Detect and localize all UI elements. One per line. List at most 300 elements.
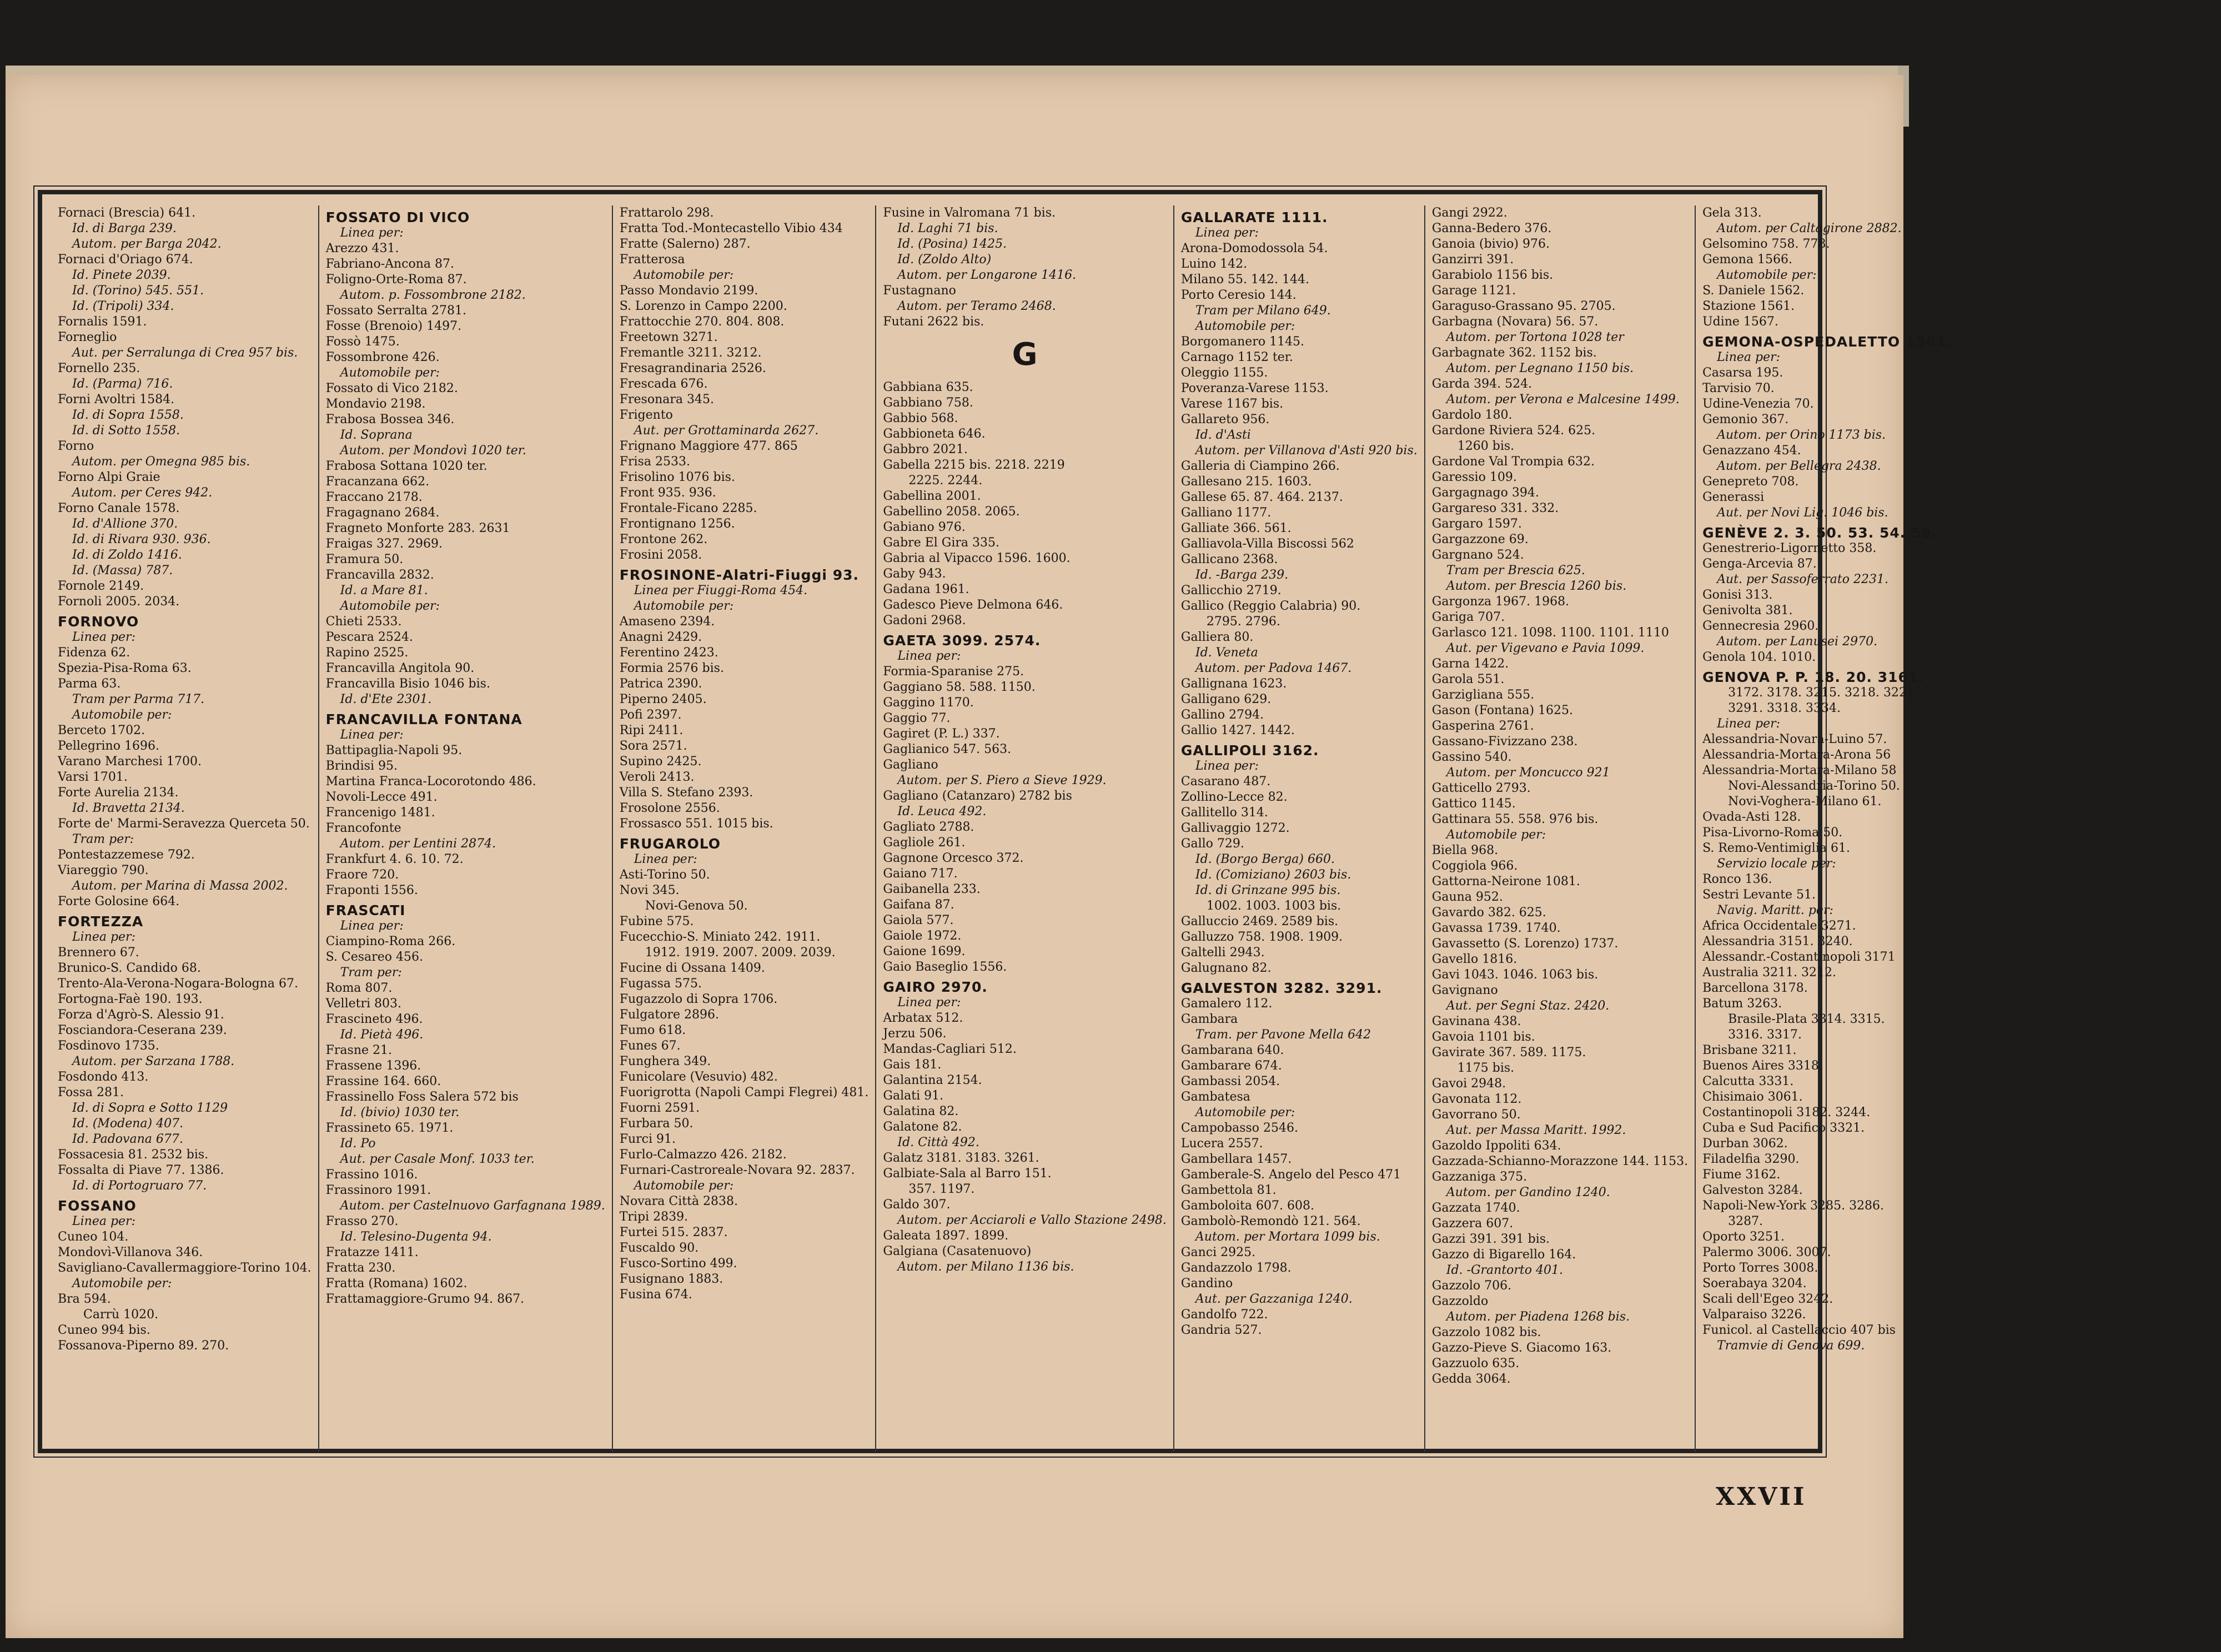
index-entry: 3291. 3318. 3334. — [1728, 701, 1841, 715]
index-entry: Id. Telesino-Dugenta 94. — [340, 1230, 492, 1244]
index-entry: S. Cesareo 456. — [325, 950, 423, 964]
index-entry: Fosdinovo 1735. — [58, 1039, 159, 1053]
index-entry: Ciampino-Roma 266. — [325, 935, 456, 948]
index-entry: Autom. per Lentini 2874. — [340, 837, 496, 851]
index-entry: Frignano Maggiore 477. 865 — [619, 439, 798, 453]
index-entry: Autom. per Castelnuovo Garfagnana 1989. — [340, 1199, 605, 1213]
index-entry: Id. d'Ete 2301. — [340, 692, 432, 706]
index-entry: Gambettola 81. — [1180, 1183, 1277, 1197]
index-entry: Savigliano-Cavallermaggiore-Torino 104. — [58, 1261, 311, 1275]
index-entry: Francofonte — [325, 821, 401, 835]
index-entry: Front 935. 936. — [619, 486, 716, 500]
index-entry: Tram per Parma 717. — [72, 692, 205, 706]
index-entry: Novara Città 2838. — [619, 1194, 738, 1208]
index-entry: Fidenza 62. — [58, 646, 130, 660]
index-entry: Gamberale-S. Angelo del Pesco 471 — [1180, 1168, 1401, 1182]
index-entry: Id. (Comiziano) 2603 bis. — [1195, 868, 1351, 882]
index-entry: Id. Bravetta 2134. — [72, 801, 185, 815]
index-heading: GEMONA-OSPEDALETTO 1561. — [1702, 334, 1952, 350]
index-entry: Gagliato 2788. — [883, 820, 974, 834]
index-entry: Tram. per Pavone Mella 642 — [1195, 1028, 1371, 1042]
index-column-2 — [319, 205, 613, 1452]
index-entry: Galliate 366. 561. — [1180, 521, 1292, 535]
index-entry: Novi 345. — [619, 883, 680, 897]
index-entry: Fornaci d'Oriago 674. — [58, 253, 193, 267]
index-entry: Brindisi 95. — [325, 759, 398, 773]
section-letter: G — [1012, 337, 1038, 373]
index-entry: Gambara — [1180, 1012, 1238, 1026]
index-entry: Fresagrandinaria 2526. — [619, 361, 766, 375]
index-entry: Gallesano 215. 1603. — [1180, 475, 1312, 489]
index-entry: Frattamaggiore-Grumo 94. 867. — [325, 1292, 525, 1306]
index-entry: Forza d'Agrò-S. Alessio 91. — [58, 1008, 224, 1022]
index-entry: Genola 104. 1010. — [1702, 650, 1816, 664]
index-entry: Autom. per Barga 2042. — [72, 237, 222, 251]
index-entry: Milano 55. 142. 144. — [1180, 273, 1309, 287]
index-entry: Borgomanero 1145. — [1180, 335, 1305, 349]
index-entry: Gavignano — [1431, 983, 1498, 997]
index-entry: Garzigliana 555. — [1431, 688, 1535, 702]
index-entry: Fustagnano — [883, 284, 956, 298]
index-entry: Gavassa 1739. 1740. — [1431, 921, 1561, 935]
index-entry: Ferentino 2423. — [619, 646, 718, 660]
index-entry: Linea per: — [1195, 226, 1259, 240]
index-entry: Id. di Barga 239. — [72, 222, 177, 235]
index-entry: Gassano-Fivizzano 238. — [1431, 735, 1578, 749]
index-entry: Id. Pietà 496. — [340, 1028, 424, 1042]
index-entry: Gagliano (Catanzaro) 2782 bis — [883, 789, 1072, 803]
index-entry: Velletri 803. — [325, 997, 401, 1011]
index-entry: Garbagna (Novara) 56. 57. — [1431, 315, 1599, 329]
index-entry: Id. di Sopra e Sotto 1129 — [72, 1101, 228, 1115]
index-entry: Oleggio 1155. — [1180, 366, 1268, 380]
index-entry: Id. (Modena) 407. — [72, 1117, 184, 1131]
index-entry: Linea per: — [897, 649, 961, 663]
index-entry: Aut. per Casale Monf. 1033 ter. — [340, 1152, 535, 1166]
index-entry: Garaguso-Grassano 95. 2705. — [1431, 299, 1616, 313]
index-entry: Roma 807. — [325, 981, 393, 995]
index-entry: Campobasso 2546. — [1180, 1121, 1299, 1135]
index-entry: 1175 bis. — [1457, 1061, 1515, 1075]
index-entry: Fratta (Romana) 1602. — [325, 1277, 468, 1291]
index-entry: Id. Città 492. — [897, 1136, 979, 1149]
index-entry: Frattarolo 298. — [619, 206, 714, 220]
index-entry: Gallico (Reggio Calabria) 90. — [1180, 599, 1361, 613]
index-entry: Gaio Baseglio 1556. — [883, 960, 1007, 974]
index-entry: Gazzada-Schianno-Morazzone 144. 1153. — [1431, 1154, 1689, 1168]
index-entry: Gavoi 2948. — [1431, 1077, 1506, 1091]
index-entry: Novi-Genova 50. — [645, 899, 748, 913]
index-entry: Autom. per Marina di Massa 2002. — [72, 879, 288, 893]
index-entry: Autom. per Villanova d'Asti 920 bis. — [1195, 444, 1418, 458]
index-entry: Furtei 515. 2837. — [619, 1226, 728, 1239]
index-entry: Gargareso 331. 332. — [1431, 501, 1559, 515]
index-entry: Fugazzolo di Sopra 1706. — [619, 992, 778, 1006]
index-entry: Durban 3062. — [1702, 1137, 1788, 1151]
index-entry: Forte de' Marmi-Seravezza Querceta 50. — [58, 817, 310, 831]
index-heading: GALLIPOLI 3162. — [1180, 742, 1319, 759]
index-entry: Tram per: — [72, 832, 134, 846]
index-entry: Forno — [58, 439, 94, 453]
index-entry: Fresonara 345. — [619, 393, 714, 406]
index-entry: Poveranza-Varese 1153. — [1180, 381, 1329, 395]
index-entry: Fugassa 575. — [619, 977, 702, 991]
index-entry: Tramvie di Genova 699. — [1717, 1339, 1865, 1353]
index-entry: Navig. Maritt. per: — [1717, 903, 1833, 917]
index-entry: Mondovì-Villanova 346. — [58, 1246, 203, 1259]
index-entry: Genazzano 454. — [1702, 444, 1801, 458]
index-entry: Garna 1422. — [1431, 657, 1509, 671]
index-entry: Fosse (Brenoio) 1497. — [325, 319, 462, 333]
index-heading: GALVESTON 3282. 3291. — [1180, 980, 1383, 996]
index-entry: Id. -Grantorto 401. — [1446, 1263, 1563, 1277]
index-entry: Automobile per: — [72, 1277, 172, 1291]
index-entry: Frosini 2058. — [619, 548, 702, 562]
index-entry: Africa Occidentale 3271. — [1702, 919, 1856, 933]
index-entry: Genestrerio-Ligornetto 358. — [1702, 541, 1877, 555]
index-entry: Linea per: — [340, 226, 404, 240]
index-entry: Fossò 1475. — [325, 335, 400, 349]
index-entry: Gaglianico 547. 563. — [883, 742, 1012, 756]
index-entry: Novoli-Lecce 491. — [325, 790, 438, 804]
index-entry: Fuorigrotta (Napoli Campi Flegrei) 481. — [619, 1086, 869, 1099]
index-entry: Autom. per Omegna 985 bis. — [72, 455, 250, 469]
index-column-4 — [876, 205, 1174, 1452]
index-entry: Gallicchio 2719. — [1180, 584, 1282, 597]
index-entry: Gazzo di Bigarello 164. — [1431, 1248, 1576, 1262]
index-entry: Linea per Fiuggi-Roma 454. — [634, 584, 808, 597]
index-entry: Gagnone Orcesco 372. — [883, 851, 1024, 865]
index-entry: Linea per: — [340, 728, 404, 742]
index-entry: Mondavio 2198. — [325, 397, 426, 411]
index-entry: Autom. per Tortona 1028 ter — [1446, 330, 1624, 344]
index-entry: Gavonata 112. — [1431, 1092, 1522, 1106]
index-entry: Foligno-Orte-Roma 87. — [325, 273, 467, 287]
index-entry: Gazzera 607. — [1431, 1217, 1514, 1231]
index-entry: Id. (Torino) 545. 551. — [72, 284, 204, 298]
index-entry: Ganna-Bedero 376. — [1431, 222, 1552, 235]
index-entry: Gaione 1699. — [883, 945, 966, 958]
index-entry: Autom. per Moncucco 921 — [1446, 766, 1610, 780]
index-entry: Autom. per Mortara 1099 bis. — [1195, 1230, 1380, 1244]
index-entry: Australia 3211. 3212. — [1702, 966, 1837, 980]
index-entry: Gaiano 717. — [883, 867, 958, 881]
index-entry: Ganzirri 391. — [1431, 253, 1514, 267]
index-entry: Genivolta 381. — [1702, 604, 1793, 617]
index-entry: Viareggio 790. — [58, 863, 149, 877]
index-entry: Furbara 50. — [619, 1117, 694, 1131]
index-entry: Gemona 1566. — [1702, 253, 1793, 267]
index-entry: Frassene 1396. — [325, 1059, 421, 1073]
index-entry: Gazzo-Pieve S. Giacomo 163. — [1431, 1341, 1612, 1355]
index-entry: Arbatax 512. — [883, 1011, 963, 1025]
index-entry: Galatina 82. — [883, 1104, 959, 1118]
index-entry: Forneglio — [58, 330, 117, 344]
index-entry: Fragneto Monforte 283. 2631 — [325, 521, 510, 535]
index-entry: Gallitello 314. — [1180, 806, 1268, 820]
index-entry: Gazzolo 706. — [1431, 1279, 1512, 1293]
index-entry: Autom. per Caltagirone 2882. — [1717, 222, 1902, 235]
index-entry: Lucera 2557. — [1180, 1137, 1263, 1151]
index-entry: Gassino 540. — [1431, 750, 1512, 764]
index-entry: Galveston 3284. — [1702, 1183, 1803, 1197]
index-entry: Gaiole 1972. — [883, 929, 962, 943]
index-entry: 3287. — [1728, 1214, 1763, 1228]
index-entry: Carnago 1152 ter. — [1180, 350, 1293, 364]
index-entry: Autom. per Padova 1467. — [1195, 661, 1352, 675]
index-entry: Garessio 109. — [1431, 470, 1517, 484]
index-entry: Gagiret (P. L.) 337. — [883, 727, 1000, 741]
index-entry: 1002. 1003. 1003 bis. — [1206, 899, 1341, 913]
index-entry: Frontignano 1256. — [619, 517, 735, 531]
index-entry: Fratte (Salerno) 287. — [619, 237, 751, 251]
index-entry: Gazzata 1740. — [1431, 1201, 1520, 1215]
index-entry: Gandria 527. — [1180, 1323, 1262, 1337]
index-entry: 3316. 3317. — [1728, 1028, 1802, 1042]
index-entry: Gavinana 438. — [1431, 1015, 1521, 1028]
index-entry: Gabiano 976. — [883, 520, 966, 534]
index-entry: Rapino 2525. — [325, 646, 409, 660]
index-entry: Servizio locale per: — [1717, 857, 1836, 871]
index-entry: Fusco-Sortino 499. — [619, 1257, 737, 1271]
index-entry: Frassinoro 1991. — [325, 1183, 431, 1197]
index-entry: Galati 91. — [883, 1089, 944, 1103]
index-entry: Id. Pinete 2039. — [72, 268, 171, 282]
index-entry: Formia 2576 bis. — [619, 661, 724, 675]
index-entry: Gardone Riviera 524. 625. — [1431, 424, 1596, 438]
index-entry: Gargagnago 394. — [1431, 486, 1539, 500]
index-entry: Automobile per: — [340, 599, 440, 613]
index-entry: Gavi 1043. 1046. 1063 bis. — [1431, 968, 1599, 982]
index-entry: Bra 594. — [58, 1292, 111, 1306]
index-entry: Udine-Venezia 70. — [1702, 397, 1814, 411]
index-entry: S. Remo-Ventimiglia 61. — [1702, 841, 1850, 855]
index-entry: Frabosa Bossea 346. — [325, 413, 455, 426]
index-entry: Ronco 136. — [1702, 872, 1772, 886]
index-entry: Gemonio 367. — [1702, 413, 1789, 426]
index-entry: Aut. per Segni Staz. 2420. — [1446, 999, 1610, 1013]
index-entry: Porto Ceresio 144. — [1180, 288, 1297, 302]
index-entry: Id. (Parma) 716. — [72, 377, 173, 391]
index-entry: Napoli-New-York 3285. 3286. — [1702, 1199, 1885, 1213]
index-entry: Costantinopoli 3182. 3244. — [1702, 1106, 1871, 1119]
index-entry: Batum 3263. — [1702, 997, 1782, 1011]
index-entry: Aut. per Vigevano e Pavia 1099. — [1446, 641, 1645, 655]
index-heading: FRANCAVILLA FONTANA — [325, 711, 522, 727]
index-entry: Fusina 674. — [619, 1288, 692, 1302]
index-entry: Frassinello Foss Salera 572 bis — [325, 1090, 519, 1104]
index-entry: Gadana 1961. — [883, 583, 969, 596]
index-entry: Id. d'Allione 370. — [72, 517, 178, 531]
index-entry: Autom. per Bellegra 2438. — [1717, 459, 1881, 473]
index-entry: Automobile per: — [634, 599, 734, 613]
index-entry: Gazzaniga 375. — [1431, 1170, 1527, 1184]
index-entry: Autom. per Brescia 1260 bis. — [1446, 579, 1627, 593]
index-entry: Galleria di Ciampino 266. — [1180, 459, 1340, 473]
index-entry: 357. 1197. — [908, 1182, 975, 1196]
page-number: XXVII — [1716, 1483, 1807, 1511]
index-entry: Gavardo 382. 625. — [1431, 906, 1546, 920]
index-entry: Gallareto 956. — [1180, 413, 1270, 426]
index-entry: Galeata 1897. 1899. — [883, 1229, 1009, 1243]
index-entry: Frossasco 551. 1015 bis. — [619, 817, 773, 831]
index-entry: Automobile per: — [72, 708, 172, 722]
index-column-3 — [613, 205, 877, 1452]
index-entry: Amaseno 2394. — [619, 615, 715, 629]
index-entry: Id. d'Asti — [1195, 428, 1251, 442]
index-heading: FOSSANO — [58, 1198, 137, 1214]
index-entry: Brisbane 3211. — [1702, 1043, 1797, 1057]
index-entry: Fraigas 327. 2969. — [325, 537, 443, 551]
index-entry: Galluzzo 758. 1908. 1909. — [1180, 930, 1343, 944]
index-entry: Id. di Portogruaro 77. — [72, 1179, 207, 1193]
index-entry: Francavilla 2832. — [325, 568, 434, 582]
index-entry: Frassineto 65. 1971. — [325, 1121, 454, 1135]
index-entry: Furnari-Castroreale-Novara 92. 2837. — [619, 1163, 855, 1177]
index-entry: Fratta 230. — [325, 1261, 396, 1275]
index-entry: Gattorna-Neirone 1081. — [1431, 875, 1580, 888]
index-heading: GAETA 3099. 2574. — [883, 632, 1041, 649]
index-entry: 3172. 3178. 3215. 3218. 3221. — [1728, 686, 1918, 700]
index-entry: Gabbiano 758. — [883, 396, 973, 410]
index-entry: Fossombrone 426. — [325, 350, 440, 364]
index-entry: Brennero 67. — [58, 946, 139, 960]
index-entry: Gaggio 77. — [883, 711, 951, 725]
index-column-7 — [1696, 205, 1959, 1452]
index-entry: Id. Veneta — [1195, 646, 1258, 660]
index-entry: Parma 63. — [58, 677, 121, 691]
index-entry: Gabellino 2058. 2065. — [883, 505, 1020, 519]
index-entry: Anagni 2429. — [619, 630, 702, 644]
index-entry: Gattinara 55. 558. 976 bis. — [1431, 812, 1599, 826]
index-entry: Garda 394. 524. — [1431, 377, 1532, 391]
index-entry: Fracanzana 662. — [325, 475, 430, 489]
index-entry: Porto Torres 3008. — [1702, 1261, 1818, 1275]
index-entry: Galligano 629. — [1180, 692, 1272, 706]
index-entry: Gabbioneta 646. — [883, 427, 986, 441]
index-entry: Gallignana 1623. — [1180, 677, 1287, 691]
index-entry: Gambolò-Remondò 121. 564. — [1180, 1214, 1361, 1228]
index-entry: Autom. per Piadena 1268 bis. — [1446, 1310, 1630, 1324]
index-entry: Fulgatore 2896. — [619, 1008, 719, 1022]
index-entry: Autom. per Lanusei 2970. — [1717, 635, 1878, 649]
index-entry: Autom. per Verona e Malcesine 1499. — [1446, 393, 1680, 406]
index-entry: Gallivaggio 1272. — [1180, 821, 1290, 835]
index-entry: Oporto 3251. — [1702, 1230, 1785, 1244]
index-entry: Fumo 618. — [619, 1023, 686, 1037]
index-entry: Galugnano 82. — [1180, 961, 1272, 975]
index-entry: Gabella 2215 bis. 2218. 2219 — [883, 458, 1065, 472]
index-heading: FROSINONE-Alatri-Fiuggi 93. — [619, 567, 859, 583]
index-entry: Id. -Barga 239. — [1195, 568, 1289, 582]
index-entry: Zollino-Lecce 82. — [1180, 790, 1288, 804]
index-entry: Galbiate-Sala al Barro 151. — [883, 1167, 1052, 1181]
index-entry: Carrù 1020. — [83, 1308, 159, 1322]
index-entry: Autom. per Milano 1136 bis. — [897, 1260, 1074, 1274]
index-entry: Genga-Arcevia 87. — [1702, 557, 1817, 571]
index-entry: Autom. per Longarone 1416. — [897, 268, 1077, 282]
index-entry: Frosolone 2556. — [619, 801, 720, 815]
index-entry: Automobile per: — [1195, 319, 1295, 333]
index-entry: Ovada-Asti 128. — [1702, 810, 1801, 824]
index-entry: Id. Leuca 492. — [897, 805, 987, 819]
index-entry: Aut. per Serralunga di Crea 957 bis. — [72, 346, 298, 360]
index-entry: Fubine 575. — [619, 915, 694, 928]
index-entry: Gabellina 2001. — [883, 489, 981, 503]
index-entry: Gauna 952. — [1431, 890, 1503, 904]
index-entry: Patrica 2390. — [619, 677, 702, 691]
index-entry: Gaiola 577. — [883, 913, 954, 927]
index-entry: Fornalis 1591. — [58, 315, 147, 329]
index-entry: Gedda 3064. — [1431, 1372, 1511, 1386]
index-column-6 — [1425, 205, 1696, 1452]
index-entry: Gargaro 1597. — [1431, 517, 1522, 531]
index-entry: Arezzo 431. — [325, 242, 399, 255]
index-entry: Gamalero 112. — [1180, 997, 1273, 1011]
index-entry: Cuba e Sud Pacifico 3321. — [1702, 1121, 1865, 1135]
index-entry: Futani 2622 bis. — [883, 315, 984, 329]
index-entry: Generassi — [1702, 490, 1765, 504]
index-entry: Varese 1167 bis. — [1180, 397, 1284, 411]
index-entry: Casarano 487. — [1180, 775, 1271, 789]
index-entry: Linea per: — [340, 919, 404, 933]
index-entry: Gelsomino 758. 778. — [1702, 237, 1830, 251]
index-entry: Supino 2425. — [619, 755, 702, 769]
index-entry: Aut. per Gazzaniga 1240. — [1195, 1292, 1353, 1306]
index-entry: Valparaiso 3226. — [1702, 1308, 1806, 1322]
index-entry: Fosciandora-Ceserana 239. — [58, 1023, 227, 1037]
index-entry: Gazzolo 1082 bis. — [1431, 1325, 1541, 1339]
index-entry: Biella 968. — [1431, 843, 1499, 857]
index-entry: Frasso 270. — [325, 1214, 399, 1228]
index-entry: Francavilla Bisio 1046 bis. — [325, 677, 490, 691]
index-entry: Brasile-Plata 3314. 3315. — [1728, 1012, 1885, 1026]
index-entry: Alessandria-Mortara-Milano 58 — [1702, 764, 1897, 777]
index-entry: Udine 1567. — [1702, 315, 1778, 329]
index-entry: Id. (Zoldo Alto) — [897, 253, 992, 267]
index-entry: Cuneo 104. — [58, 1230, 129, 1244]
index-entry: Tarvisio 70. — [1702, 381, 1775, 395]
index-entry: Galliano 1177. — [1180, 506, 1272, 520]
index-entry: Trento-Ala-Verona-Nogara-Bologna 67. — [58, 977, 298, 991]
index-entry: Gangi 2922. — [1431, 206, 1508, 220]
index-entry: Linea per: — [1717, 717, 1781, 731]
index-entry: Aut. per Novi Lig. 1046 bis. — [1717, 506, 1888, 520]
index-entry: Galdo 307. — [883, 1198, 951, 1212]
index-entry: Linea per: — [897, 996, 961, 1010]
index-entry: Id. a Mare 81. — [340, 584, 428, 597]
index-heading: FRASCATI — [325, 902, 406, 918]
index-entry: Filadelfia 3290. — [1702, 1152, 1800, 1166]
index-entry: Id. (Massa) 787. — [72, 564, 173, 578]
index-entry: Gandolfo 722. — [1180, 1308, 1268, 1322]
index-entry: Piperno 2405. — [619, 692, 707, 706]
index-entry: Pofi 2397. — [619, 708, 682, 722]
index-entry: Fornaci (Brescia) 641. — [58, 206, 196, 220]
index-entry: Gabre El Gira 335. — [883, 536, 1000, 550]
index-entry: Alessandria-Novara-Luino 57. — [1702, 732, 1887, 746]
index-entry: Tram per Milano 649. — [1195, 304, 1331, 318]
index-entry: Forte Golosine 664. — [58, 895, 180, 908]
index-entry: Gavirate 367. 589. 1175. — [1431, 1046, 1586, 1060]
index-entry: Forni Avoltri 1584. — [58, 393, 175, 406]
index-entry: Gasperina 2761. — [1431, 719, 1534, 733]
index-entry: Coggiola 966. — [1431, 859, 1518, 873]
index-entry: Sora 2571. — [619, 739, 687, 753]
index-entry: Battipaglia-Napoli 95. — [325, 744, 463, 757]
index-entry: Gatticello 2793. — [1431, 781, 1531, 795]
index-entry: Id. di Grinzane 995 bis. — [1195, 883, 1341, 897]
